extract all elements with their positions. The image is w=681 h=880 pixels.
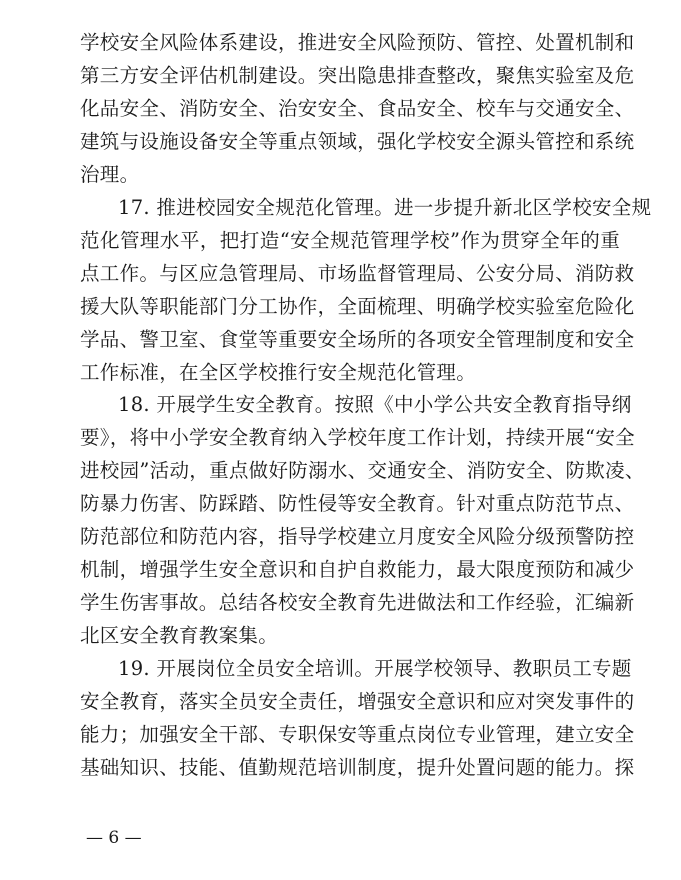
text-line: 工作标准，在全区学校推行安全规范化管理。	[80, 361, 477, 384]
text-line: 要》，将中小学安全教育纳入学校年度工作计划，持续开展“安全	[80, 426, 635, 449]
text-line: 机制，增强学生安全意识和自护自救能力，最大限度预防和减少	[80, 558, 635, 581]
text-line: 学品、警卫室、食堂等重要安全场所的各项安全管理制度和安全	[80, 328, 635, 351]
text-line: 北区安全教育教案集。	[80, 624, 279, 647]
text-line: 18. 开展学生安全教育。按照《中小学公共安全教育指导纲	[118, 393, 632, 416]
text-line: 援大队等职能部门分工协作，全面梳理、明确学校实验室危险化	[80, 295, 635, 318]
text-line: 防暴力伤害、防踩踏、防性侵等安全教育。针对重点防范节点、	[80, 492, 635, 515]
text-line: 第三方安全评估机制建设。突出隐患排查整改，聚焦实验室及危	[80, 64, 635, 87]
text-line: 安全教育，落实全员安全责任，增强安全意识和应对突发事件的	[80, 690, 635, 713]
text-line: 19. 开展岗位全员安全培训。开展学校领导、教职员工专题	[118, 657, 632, 680]
text-line: 基础知识、技能、值勤规范培训制度，提升处置问题的能力。探	[80, 756, 635, 779]
text-line: 范化管理水平，把打造“安全规范管理学校”作为贯穿全年的重	[80, 229, 620, 252]
text-line: 防范部位和防范内容，指导学校建立月度安全风险分级预警防控	[80, 525, 635, 548]
text-line: 治理。	[80, 163, 140, 186]
text-line: 化品安全、消防安全、治安安全、食品安全、校车与交通安全、	[80, 97, 635, 120]
text-line: 点工作。与区应急管理局、市场监督管理局、公安分局、消防救	[80, 262, 635, 285]
text-line: 17. 推进校园安全规范化管理。进一步提升新北区学校安全规	[118, 196, 652, 219]
text-line: 能力；加强安全干部、专职保安等重点岗位专业管理，建立安全	[80, 723, 635, 746]
text-line: 学生伤害事故。总结各校安全教育先进做法和工作经验，汇编新	[80, 591, 635, 614]
text-line: 学校安全风险体系建设，推进安全风险预防、管控、处置机制和	[80, 31, 635, 54]
text-line: 进校园”活动，重点做好防溺水、交通安全、消防安全、防欺凌、	[80, 459, 645, 482]
page-number: — 6 —	[86, 828, 142, 848]
text-line: 建筑与设施设备安全等重点领域，强化学校安全源头管控和系统	[80, 130, 635, 153]
